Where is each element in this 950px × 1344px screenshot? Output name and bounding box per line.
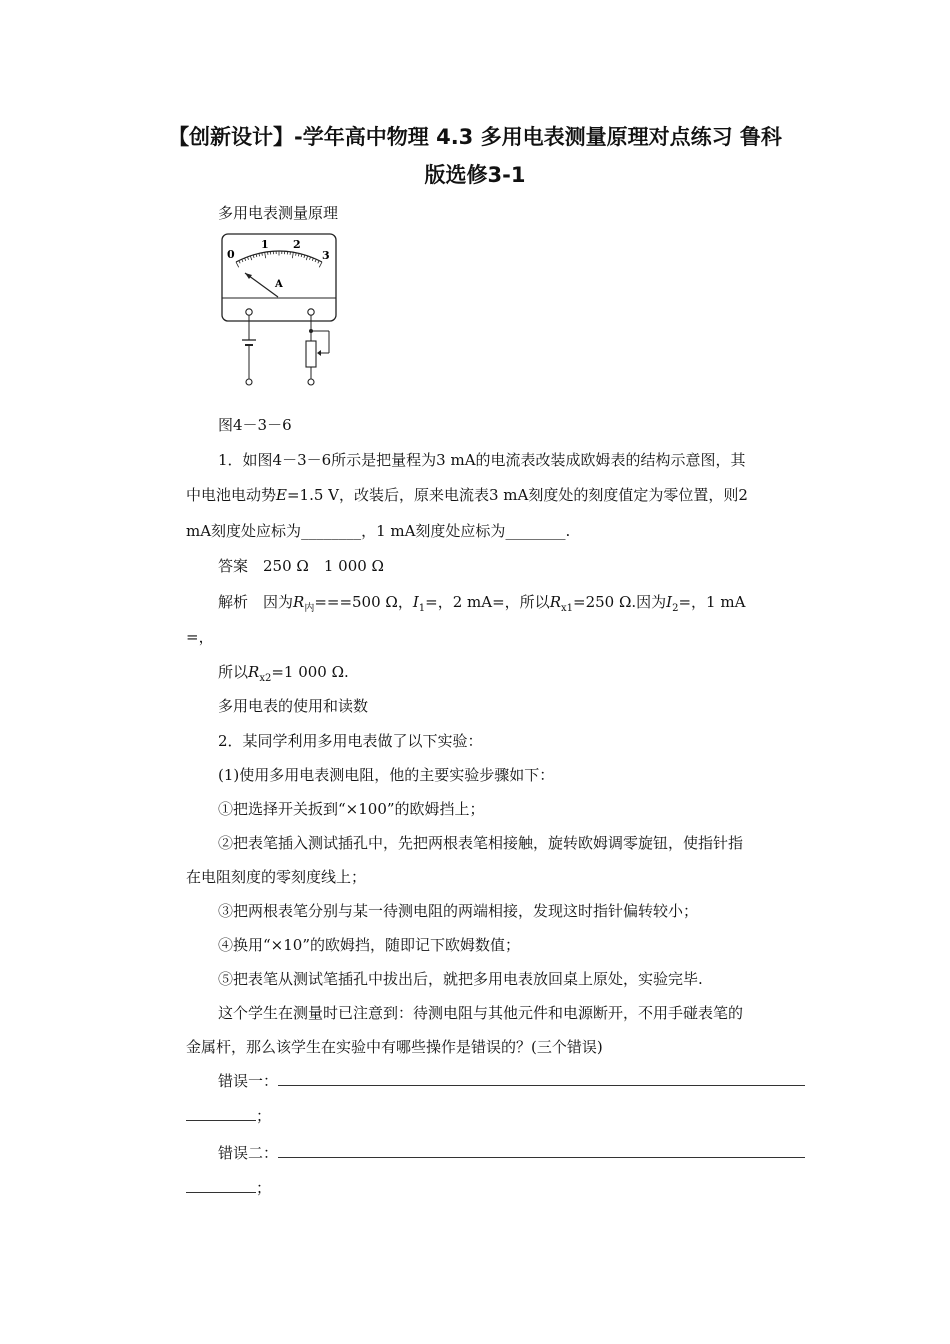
terminal-left [246,309,252,315]
scale-tick [245,258,246,261]
title-line-1: 【创新设计】-学年高中物理 4.3 多用电表测量原理对点练习 鲁科 [168,125,782,149]
q2-note-2: 金属杆，那么该学生在实验中有哪些操作是错误的？(三个错误) [186,1038,603,1056]
error-1-label: 错误一： [218,1072,279,1090]
scale-tick [306,256,307,260]
q2-step-2a: ②把表笔插入测试插孔中，先把两根表笔相接触，旋转欧姆调零旋钮，使指针指 [218,834,744,852]
q1-line-1: 1．如图4－3－6所示是把量程为3 mA的电流表改装成欧姆表的结构示意图，其 [218,451,746,469]
error-1-line [218,1071,805,1091]
error-2-label: 错误二： [218,1144,279,1162]
probe-terminal-right [308,379,314,385]
error-1-continuation: ； [186,1106,271,1126]
q2-intro: 2．某同学利用多用电表做了以下实验： [218,732,483,750]
error-2-continuation: ； [186,1178,271,1198]
scale-tick [247,257,248,260]
scale-tick [250,256,251,260]
analysis-line-3: 所以$R_{x2}=1$ 000 Ω. [218,663,349,684]
scale-tick [309,257,310,260]
title-line-2: 版选修3-1 [424,163,526,187]
q1-line-2: 中电池电动势E=1.5 V，改装后，原来电流表3 mA刻度处的刻度值定为零位置，则2 [186,486,748,504]
probe-terminal-left [246,379,252,385]
scale-tick [319,262,322,267]
scale-label-2: 2 [293,238,301,251]
document-title [100,118,850,194]
analysis-line-2: =， [186,628,214,646]
scale-tick [265,252,266,258]
scale-label-1: 1 [261,238,269,251]
section-heading-usage: 多用电表的使用和读数 [218,697,369,715]
terminal-right [308,309,314,315]
section-heading-principle: 多用电表测量原理 [218,204,339,222]
error-1-answer-field[interactable] [278,1071,805,1086]
ohmmeter-diagram [218,228,348,393]
q2-note-1: 这个学生在测量时已注意到：待测电阻与其他元件和电源断开，不用手碰表笔的 [218,1004,744,1022]
q2-step-3: ③把两根表笔分别与某一待测电阻的两端相接，发现这时指针偏转较小； [218,902,699,920]
scale-tick [292,252,293,258]
scale-tick [239,261,240,264]
scale-tick [253,255,254,258]
q1-blank-1[interactable]: ________ [301,522,362,540]
q2-step-5: ⑤把表笔从测试笔插孔中拔出后，就把多用电表放回桌上原处，实验完毕. [218,970,703,988]
needle-tip [245,273,252,279]
scale-tick [304,255,305,258]
error-1-answer-field-cont[interactable] [186,1106,256,1121]
error-2-answer-field-cont[interactable] [186,1178,256,1193]
scale-tick [242,259,243,262]
rheostat [306,341,316,367]
scale-tick [312,258,313,261]
scale-tick [318,261,319,264]
q2-step-2b: 在电阻刻度的零刻度线上； [186,868,367,886]
q1-line-3: mA刻度处应标为________，1 mA刻度处应标为________. [186,522,571,540]
scale-label-3: 3 [322,249,330,262]
q2-step-1: ①把选择开关扳到“×100”的欧姆挡上； [218,800,485,818]
analysis-line-1: 解析 因为$R_内===500$ Ω，$I_1=$，2 mA=，所以$R_{x1}=250$ Ω.因为$I_2=$，1 mA [218,593,746,614]
meter-scale-ticks [236,251,322,267]
meter-body [222,234,336,321]
q2-step-4: ④换用“×10”的欧姆挡，随即记下欧姆数值； [218,936,520,954]
q2-sub1: (1)使用多用电表测电阻，他的主要实验步骤如下： [218,766,555,784]
scale-tick [236,262,239,267]
q1-blank-2[interactable]: ________ [505,522,566,540]
scale-label-0: 0 [227,248,235,261]
error-2-line [218,1143,805,1163]
error-2-answer-field[interactable] [278,1143,805,1158]
figure-caption: 图4－3－6 [218,416,292,434]
meter-unit-label: A [275,279,283,290]
scale-tick [315,259,316,262]
q1-answer: 答案 250 Ω 1 000 Ω [218,557,384,575]
